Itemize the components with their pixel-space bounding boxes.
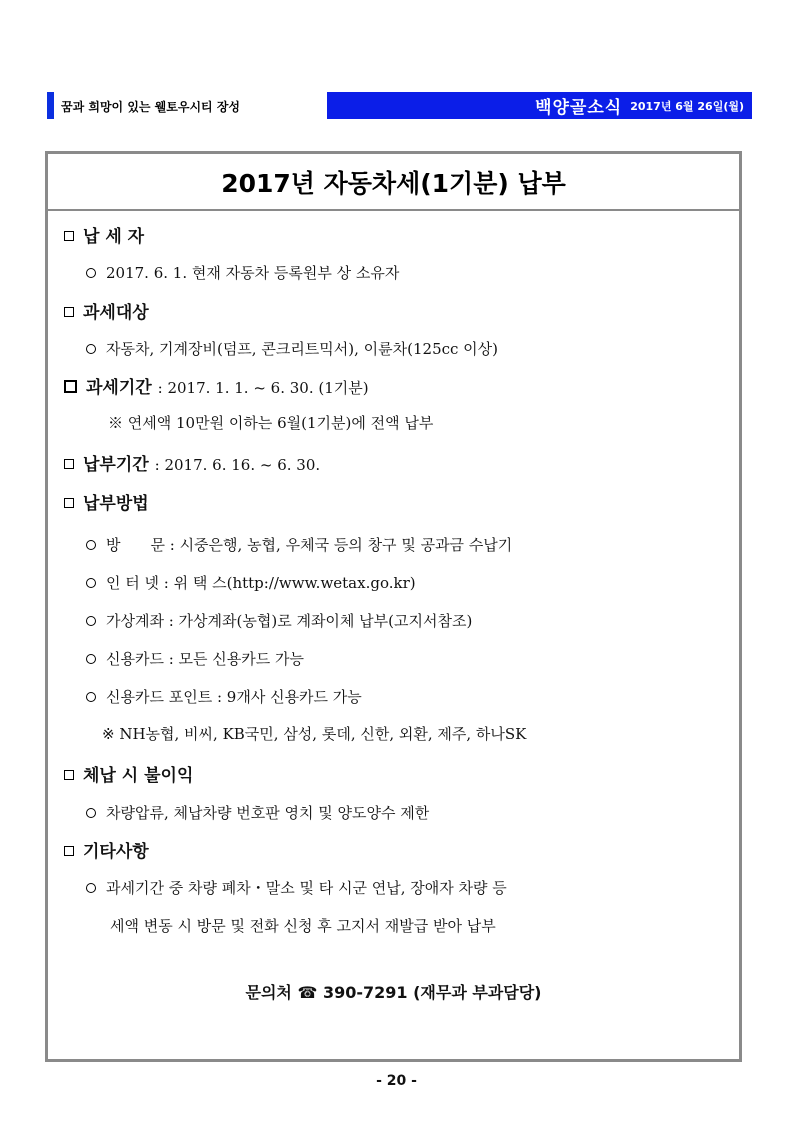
section-penalty-heading: 체납 시 불이익 (64, 761, 193, 786)
taxpayer-item: 2017. 6. 1. 현재 자동차 등록원부 상 소유자 (86, 262, 399, 283)
circle-bullet-icon (86, 344, 96, 354)
method-item: 신용카드 : 모든 신용카드 가능 (86, 648, 304, 669)
section-target-heading: 과세대상 (64, 298, 149, 323)
checkbox-bullet-icon (64, 231, 74, 241)
target-item: 자동차, 기계장비(덤프, 콘크리트믹서), 이륜차(125cc 이상) (86, 338, 498, 359)
methods-card-note: ※ NH농협, 비씨, KB국민, 삼성, 롯데, 신한, 외환, 제주, 하나SK (102, 725, 527, 743)
header-slogan: 꿈과 희망이 있는 웰토우시티 장성 (61, 100, 241, 114)
checkbox-bullet-icon (64, 380, 77, 393)
header-slogan-area (47, 92, 327, 119)
notice-box (45, 151, 742, 1062)
section-taxpayer-heading: 납 세 자 (64, 222, 144, 247)
page-number: - 20 - (376, 1073, 417, 1089)
method-item: 신용카드 포인트 : 9개사 신용카드 가능 (86, 686, 362, 707)
circle-bullet-icon (86, 578, 96, 588)
notice-title-row (48, 154, 739, 211)
other-item: 과세기간 중 차량 폐차・말소 및 타 시군 연납, 장애자 차량 등 (86, 877, 507, 898)
newsletter-name: 백양골소식 (535, 98, 623, 118)
other-item-continued: 세액 변동 시 방문 및 전화 신청 후 고지서 재발급 받아 납부 (110, 917, 496, 935)
circle-bullet-icon (86, 616, 96, 626)
section-methods-heading: 납부방법 (64, 489, 149, 514)
section-period-heading: 과세기간 : 2017. 1. 1. ~ 6. 30. (1기분) (64, 373, 369, 398)
checkbox-bullet-icon (64, 498, 74, 508)
circle-bullet-icon (86, 883, 96, 893)
circle-bullet-icon (86, 808, 96, 818)
issue-date: 2017년 6월 26일(월) (630, 99, 744, 113)
header-issue-area (327, 92, 752, 119)
checkbox-bullet-icon (64, 846, 74, 856)
period-value: : 2017. 1. 1. ~ 6. 30. (1기분) (157, 379, 369, 397)
circle-bullet-icon (86, 654, 96, 664)
due-value: : 2017. 6. 16. ~ 6. 30. (154, 456, 321, 474)
checkbox-bullet-icon (64, 459, 74, 469)
penalty-item: 차량압류, 체납차량 번호판 영치 및 양도양수 제한 (86, 802, 429, 823)
method-item: 인 터 넷 : 위 택 스(http://www.wetax.go.kr) (86, 572, 416, 593)
notice-title: 2017년 자동차세(1기분) 납부 (221, 168, 566, 198)
circle-bullet-icon (86, 692, 96, 702)
header-accent-bar (47, 92, 54, 119)
section-due-heading: 납부기간 : 2017. 6. 16. ~ 6. 30. (64, 450, 320, 475)
checkbox-bullet-icon (64, 307, 74, 317)
contact-info: 문의처 ☎ 390-7291 (재무과 부과담당) (245, 983, 542, 1002)
section-other-heading: 기타사항 (64, 837, 149, 862)
method-item: 가상계좌 : 가상계좌(농협)로 계좌이체 납부(고지서참조) (86, 610, 472, 631)
checkbox-bullet-icon (64, 770, 74, 780)
circle-bullet-icon (86, 268, 96, 278)
period-note: ※ 연세액 10만원 이하는 6월(1기분)에 전액 납부 (108, 414, 434, 432)
newsletter-header (47, 92, 752, 119)
method-item: 방 문 : 시중은행, 농협, 우체국 등의 창구 및 공과금 수납기 (86, 534, 512, 555)
circle-bullet-icon (86, 540, 96, 550)
